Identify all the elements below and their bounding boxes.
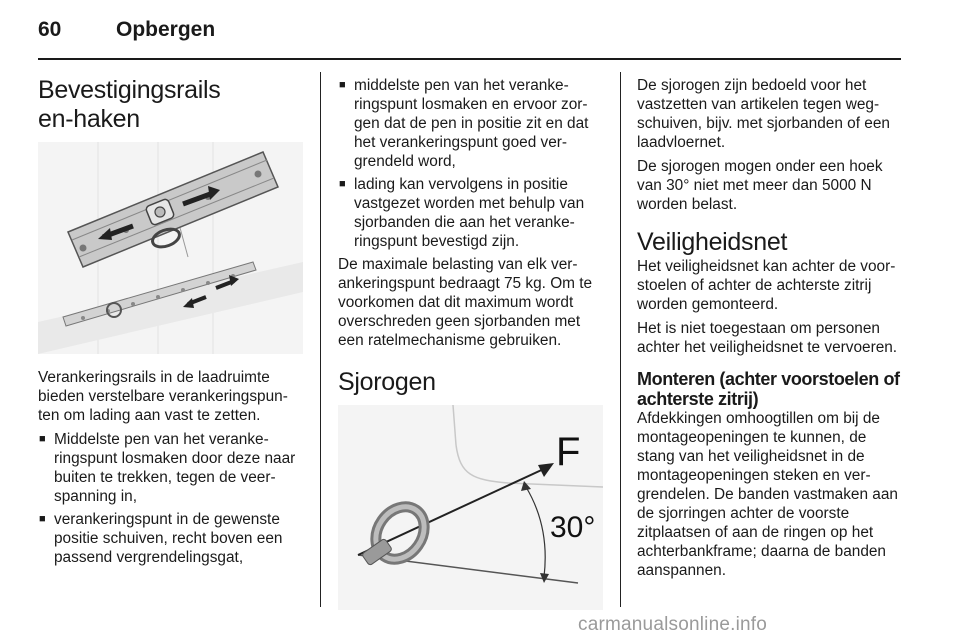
heading-safety-net: Veiligheidsnet: [637, 228, 788, 256]
heading-mounting: Monteren (achter voorstoelen of achterste zitrij): [637, 369, 900, 409]
mounting-instructions-text: Afdekkingen omhoogtillen om bij de montageopeningen te kunnen, de stang van het veiligheidsnet in de montageopeningen steken en vergrendelen. De banden vastmaken aan de sjorringen achter de voorste zitplaatsen of aan de ringen op het achterbankframe; daarna de banden aanspannen.: [637, 410, 898, 579]
safety-net-position-text: Het veiligheidsnet kan achter de voorstoelen of achter de achterste zitrij worden gemonteerd.: [637, 258, 896, 313]
list-item: ■ verankeringspunt in de gewenste positie schuiven, recht boven een passend vergrendelingsgat,: [38, 510, 303, 567]
rails-intro-text: Verankeringsrails in de laadruimte bieden verstelbare verankeringspunten om lading aan vast te zetten.: [38, 369, 288, 424]
rails-steps-list: [38, 430, 303, 567]
header-rule: [38, 58, 901, 60]
column-1: [38, 76, 303, 571]
column-divider-2: [620, 72, 621, 607]
rail-hook-illustration: [38, 142, 303, 354]
safety-net-warning-text: Het is niet toegestaan om personen achter het veiligheidsnet te vervoeren.: [637, 320, 898, 356]
force-label: F: [556, 430, 581, 474]
lashing-eye-diagram: [338, 405, 603, 610]
page-number: 60: [38, 18, 62, 41]
angle-label: 30°: [550, 511, 596, 544]
column-3: [637, 76, 905, 585]
rails-steps-list-continued: [338, 76, 608, 251]
watermark: carmanualsonline.info: [578, 614, 768, 635]
lashing-eye-load-text: De sjorogen mogen onder een hoek van 30° niet met meer dan 5000 N worden belast.: [637, 158, 883, 213]
heading-lashing-eyes: Sjorogen: [338, 368, 436, 396]
section-title: Opbergen: [116, 18, 216, 41]
list-item: ■ middelste pen van het verankeringspunt losmaken en ervoor zorgen dat de pen in positie zit en dat het verankeringspunt goed vergrendeld word,: [338, 76, 608, 171]
lashing-eye-purpose-text: De sjorogen zijn bedoeld voor het vastzetten van artikelen tegen wegschuiven, bijv. met sjorbanden of een laadvloernet.: [637, 77, 890, 151]
max-load-text: De maximale belasting van elk verankeringspunt bedraagt 75 kg. Om te voorkomen dat dit maximum wordt overschreden geen sjorbanden met een ratelmechanisme gebruiken.: [338, 256, 593, 349]
column-divider-1: [320, 72, 321, 607]
list-item: ■ Middelste pen van het verankeringspunt losmaken door deze naar buiten te trekken, tegen de veerspanning in,: [38, 430, 303, 506]
list-item: ■ lading kan vervolgens in positie vastgezet worden met behulp van sjorbanden die aan het verankeringspunt bevestigd zijn.: [338, 175, 608, 251]
column-2: [338, 76, 608, 610]
heading-rails: Bevestigingsrails en-haken: [38, 76, 221, 133]
